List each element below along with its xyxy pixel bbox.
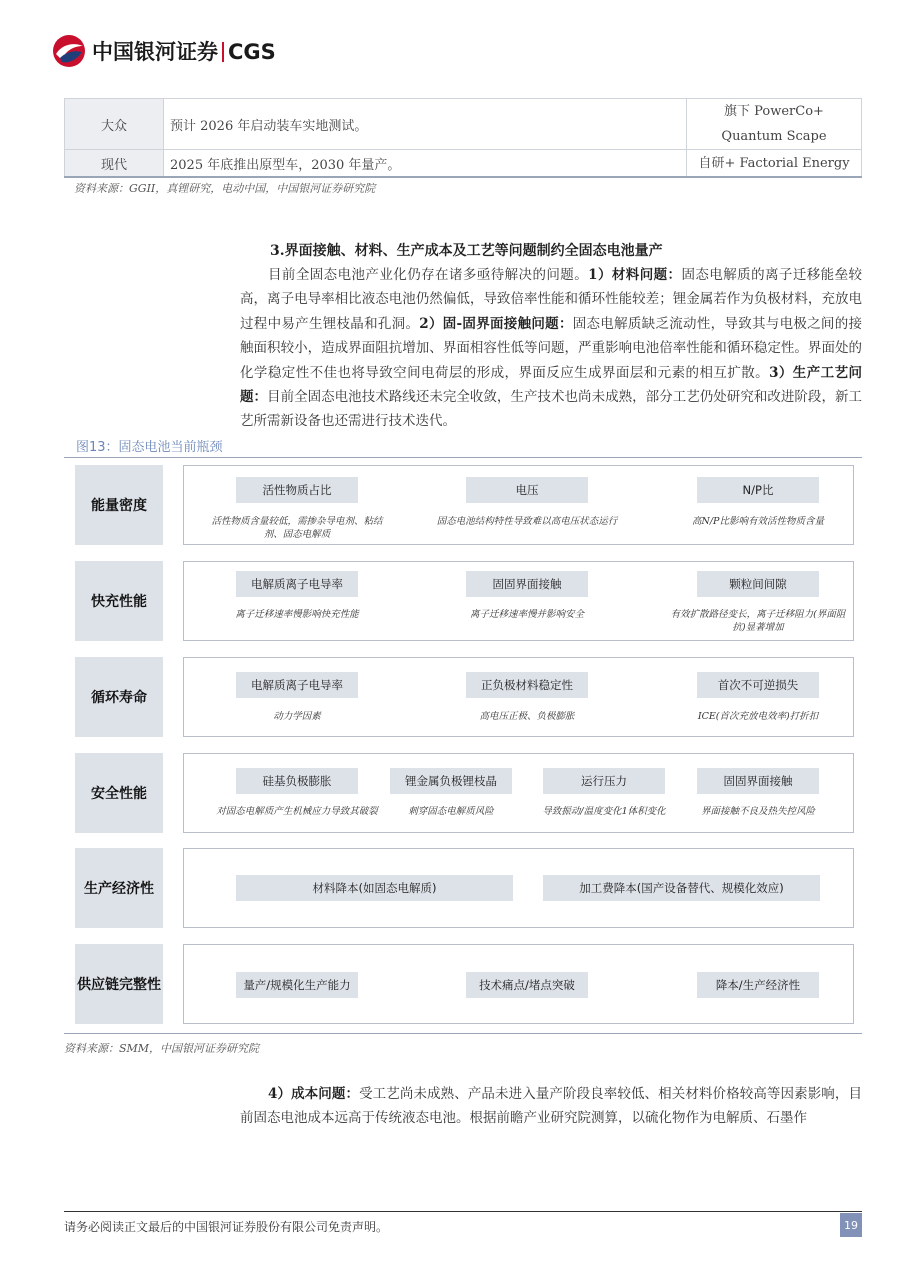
bottleneck-box [183,848,854,928]
table-cell-partner: 自研+ Factorial Energy [687,150,862,178]
cgs-logo-icon [52,34,86,68]
category-supply-chain: 供应链完整性 [75,944,163,1024]
bottleneck-chip: 电压 [466,477,588,503]
table-cell-plan: 预计 2026 年启动装车实地测试。 [164,99,687,150]
bottleneck-box [183,561,854,641]
footer-disclaimer: 请务必阅读正文最后的中国银河证券股份有限公司免责声明。 [64,1220,389,1234]
cost-bold: 4）成本问题： [268,1086,360,1102]
para-bold-2: 2）固-固界面接触问题： [419,315,573,332]
bottleneck-box [183,465,854,545]
category-production-economy: 生产经济性 [75,848,163,928]
bottleneck-chip: 技术痛点/堵点突破 [466,972,588,998]
table-cell-company: 大众 [65,99,164,150]
bottleneck-note: 高N/P比影响有效活性物质含量 [692,516,824,527]
table-row [65,99,862,150]
category-energy-density: 能量密度 [75,465,163,545]
bottleneck-note: 导致振动/温度变化1体积变化 [542,806,666,817]
problem-paragraph [240,263,862,434]
bottleneck-box [183,753,854,833]
footer-rule [64,1211,862,1212]
bottleneck-chip: 固固界面接触 [697,768,819,794]
figure-source-note: 资料来源：SMM，中国银河证券研究院 [64,1042,260,1055]
bottleneck-chip: 正负极材料稳定性 [466,672,588,698]
bottleneck-chip: 硅基负极膨胀 [236,768,358,794]
para-intro: 目前全固态电池产业化仍存在诸多亟待解决的问题。 [268,267,589,283]
page-number: 19 [840,1213,862,1237]
section-heading: 3.界面接触、材料、生产成本及工艺等问题制约全固态电池量产 [270,243,663,259]
bottleneck-note: 活性物质含量较低，需掺杂导电剂、粘结剂、固态电解质 [211,516,383,540]
bottleneck-chip: 固固界面接触 [466,571,588,597]
bottleneck-note: 离子迁移速率慢并影响安全 [469,609,584,620]
bottleneck-chip: 加工费降本(国产设备替代、规模化效应) [543,875,820,901]
bottleneck-note: 高电压正极、负极膨胀 [479,711,575,722]
bottleneck-box [183,657,854,737]
para-bold-3: 3）生产工艺问题： [240,364,862,406]
bottleneck-chip: 电解质离子电导率 [236,672,358,698]
bottleneck-chip: N/P比 [697,477,819,503]
table-source-note: 资料来源：GGII，真锂研究，电动中国，中国银河证券研究院 [74,182,376,195]
para-text-1: 固态电解质的离子迁移能垒较高，离子电导率相比液态电池仍然偏低，导致倍率性能和循环性能较差；锂金属若作为负极材料，充放电过程中易产生锂枝晶和孔洞。 [240,267,862,332]
category-safety: 安全性能 [75,753,163,833]
bottleneck-note: 有效扩散路径变长，离子迁移阻力(界面阻抗)显著增加 [670,609,846,633]
company-logo [52,32,292,68]
bottleneck-box [183,944,854,1024]
para-bold-1: 1）材料问题： [588,267,682,283]
figure-title: 图13：固态电池当前瓶颈 [76,440,223,455]
table-cell-company: 现代 [65,150,164,178]
category-cycle-life: 循环寿命 [75,657,163,737]
bottleneck-chip: 锂金属负极锂枝晶 [390,768,512,794]
logo-separator [222,42,224,62]
cost-text: 受工艺尚未成熟、产品未进入量产阶段良率较低、相关材料价格较高等因素影响，目前固态电池成本远高于传统液态电池。根据前瞻产业研究院测算，以硫化物作为电解质、石墨作 [240,1086,862,1127]
automaker-plan-table [64,98,862,178]
cost-paragraph [240,1082,862,1131]
bottleneck-note: 动力学因素 [273,711,321,722]
bottleneck-note: 界面接触不良及热失控风险 [700,806,815,817]
bottleneck-chip: 首次不可逆损失 [697,672,819,698]
bottleneck-chip: 活性物质占比 [236,477,358,503]
table-cell-partner: 旗下 PowerCo+ Quantum Scape [687,99,862,150]
table-cell-plan: 2025 年底推出原型车，2030 年量产。 [164,150,687,178]
bottleneck-note: 离子迁移速率慢影响快充性能 [235,609,359,620]
bottleneck-chip: 降本/生产经济性 [697,972,819,998]
bottleneck-chip: 颗粒间间隙 [697,571,819,597]
bottleneck-note: 固态电池结构特性导致难以高电压状态运行 [436,516,618,527]
bottleneck-chip: 量产/规模化生产能力 [236,972,358,998]
bottleneck-note: 刺穿固态电解质风险 [408,806,494,817]
bottleneck-note: 对固态电解质产生机械应力导致其破裂 [216,806,378,817]
figure-bottom-rule [64,1033,862,1034]
bottleneck-chip: 运行压力 [543,768,665,794]
bottleneck-chip: 材料降本(如固态电解质) [236,875,513,901]
bottleneck-chip: 电解质离子电导率 [236,571,358,597]
logo-cn-text: 中国银河证券 [92,40,218,64]
category-fast-charge: 快充性能 [75,561,163,641]
para-text-2: 固态电解质缺乏流动性，导致其与电极之间的接触面积较小，造成界面阻抗增加、界面相容性低等问题，严重影响电池倍率性能和循环稳定性。界面处的化学稳定性不佳也将导致空间电荷层的形成，界面反应生成界面层和元素的相互扩散。 [240,315,863,381]
bottleneck-note: ICE(首次充放电效率)打折扣 [697,711,819,722]
para-text-3: 目前全固态电池技术路线还未完全收敛，生产技术也尚未成熟，部分工艺仍处研究和改进阶段，新工艺所需新设备也还需进行技术迭代。 [240,389,863,430]
table-row [65,150,862,178]
figure-top-rule [64,457,862,458]
logo-en-text: CGS [228,40,276,64]
